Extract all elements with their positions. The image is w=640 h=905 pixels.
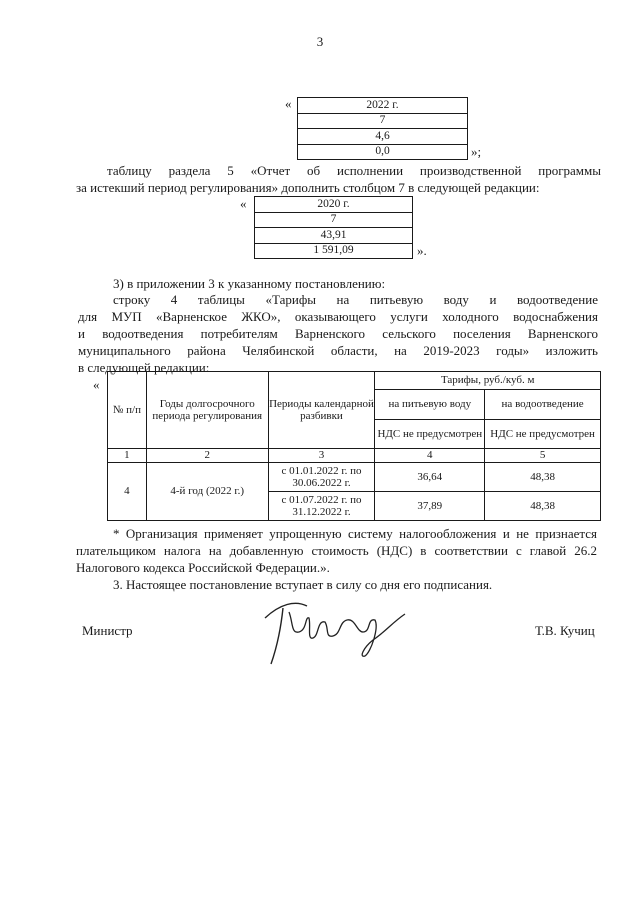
table2-cell: 2020 г. [255, 197, 413, 213]
footnote-line2: плательщиком налога на добавленную стоимость (НДС) в соответствии с главой 26.2 [76, 543, 597, 558]
quote-close-2: ». [417, 243, 427, 258]
para-table5-line2: за истекший период регулирования» дополнить столбцом 7 в следующей редакции: [76, 180, 540, 195]
table1-cell: 0,0 [298, 144, 468, 160]
quote-open-2: « [240, 196, 247, 211]
table1-cell: 4,6 [298, 129, 468, 145]
table-2 [254, 196, 413, 259]
handwritten-signature-icon [255, 592, 415, 672]
quote-open-1: « [285, 96, 292, 111]
header-vat-drain: НДС не предусмотрен [485, 420, 601, 449]
item3-heading: 3) в приложении 3 к указанному постановлению: [113, 276, 386, 291]
page-number: 3 [316, 34, 324, 49]
footnote-line1: * Организация применяет упрощенную систему налогообложения и не признается [113, 526, 597, 541]
table1-cell: 7 [298, 113, 468, 129]
col-number: 1 [108, 449, 147, 463]
col-number: 3 [268, 449, 375, 463]
header-num: № п/п [108, 372, 147, 449]
col-number: 5 [485, 449, 601, 463]
table-1 [297, 97, 468, 160]
row-year: 4-й год (2022 г.) [146, 463, 268, 521]
header-vat-water: НДС не предусмотрен [375, 420, 485, 449]
signer-title: Министр [82, 623, 133, 638]
para-row4-line5: в следующей редакции: [78, 360, 210, 375]
row-period-2: с 01.07.2022 г. по 31.12.2022 г. [268, 492, 375, 521]
col-number: 4 [375, 449, 485, 463]
header-tariffs: Тарифы, руб./куб. м [375, 372, 601, 390]
table2-cell: 1 591,09 [255, 243, 413, 259]
table1-cell: 2022 г. [298, 98, 468, 114]
row-period-2-water: 37,89 [375, 492, 485, 521]
para-row4-line1: строку 4 таблицы «Тарифы на питьевую воду и водоотведение [113, 292, 598, 307]
para-table5-line1: таблицу раздела 5 «Отчет об исполнении производственной программы [107, 163, 601, 178]
item-3-effective: 3. Настоящее постановление вступает в силу со дня его подписания. [113, 577, 493, 592]
header-drain: на водоотведение [485, 390, 601, 420]
header-years: Годы долгосрочного периода регулирования [146, 372, 268, 449]
row-period-1: с 01.01.2022 г. по 30.06.2022 г. [268, 463, 375, 492]
row-period-2-drain: 48,38 [485, 492, 601, 521]
signer-name: Т.В. Кучиц [535, 623, 595, 638]
header-water: на питьевую воду [375, 390, 485, 420]
para-row4-line2: для МУП «Варненское ЖКО», оказывающего услуги холодного водоснабжения [78, 309, 598, 324]
para-row4-line3: и водоотведения потребителям Варненского сельского поселения Варненского [78, 326, 598, 341]
table2-cell: 43,91 [255, 228, 413, 244]
quote-open-3: « [93, 377, 100, 392]
tariff-table [107, 371, 601, 521]
row-period-1-drain: 48,38 [485, 463, 601, 492]
footnote-line3: Налогового кодекса Российской Федерации.». [76, 560, 330, 575]
row-period-1-water: 36,64 [375, 463, 485, 492]
col-number: 2 [146, 449, 268, 463]
row-num: 4 [108, 463, 147, 521]
table2-cell: 7 [255, 212, 413, 228]
quote-close-1: »; [471, 144, 482, 159]
header-periods: Периоды календарной разбивки [268, 372, 375, 449]
para-row4-line4: муниципального района Челябинской области, на 2019-2023 годы» изложить [78, 343, 598, 358]
